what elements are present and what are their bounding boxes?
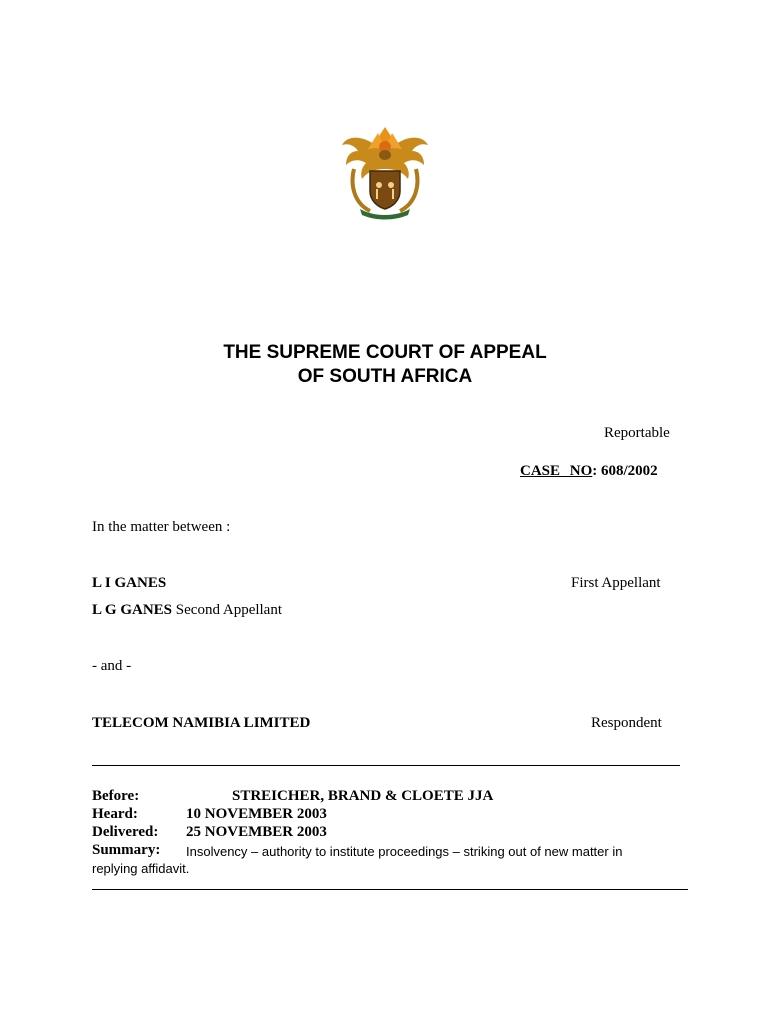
delivered-label: Delivered: [92,824,159,840]
divider-top [92,765,680,766]
delivered-value: 25 NOVEMBER 2003 [186,824,327,840]
and-separator: - and - [92,658,132,674]
first-party-name: L I GANES [92,575,167,591]
case-label: CASE NO [520,463,593,479]
summary-line2: replying affidavit. [92,861,190,876]
summary-line1: Insolvency – authority to institute proceedings – striking out of new matter in [186,844,623,859]
first-party-role: First Appellant [571,575,661,591]
before-label: Before: [92,788,140,804]
second-party [92,602,282,619]
respondent-name: TELECOM NAMIBIA LIMITED [92,715,311,731]
court-title-line1: THE SUPREME COURT OF APPEAL [223,342,547,363]
summary-label: Summary: [92,842,161,858]
heard-label: Heard: [92,806,138,822]
before-value: STREICHER, BRAND & CLOETE JJA [232,788,494,804]
heard-value: 10 NOVEMBER 2003 [186,806,327,822]
court-title-line2: OF SOUTH AFRICA [297,366,473,387]
respondent-role: Respondent [591,715,662,731]
case-number [520,463,658,480]
second-party-role: Second Appellant [175,602,283,618]
divider-bottom [92,889,688,890]
reportable-status: Reportable [604,425,670,441]
matter-intro: In the matter between : [92,519,231,535]
second-party-name: L G GANES [92,602,173,618]
case-number-value: : 608/2002 [592,463,658,479]
coat-of-arms-crest [340,125,430,220]
